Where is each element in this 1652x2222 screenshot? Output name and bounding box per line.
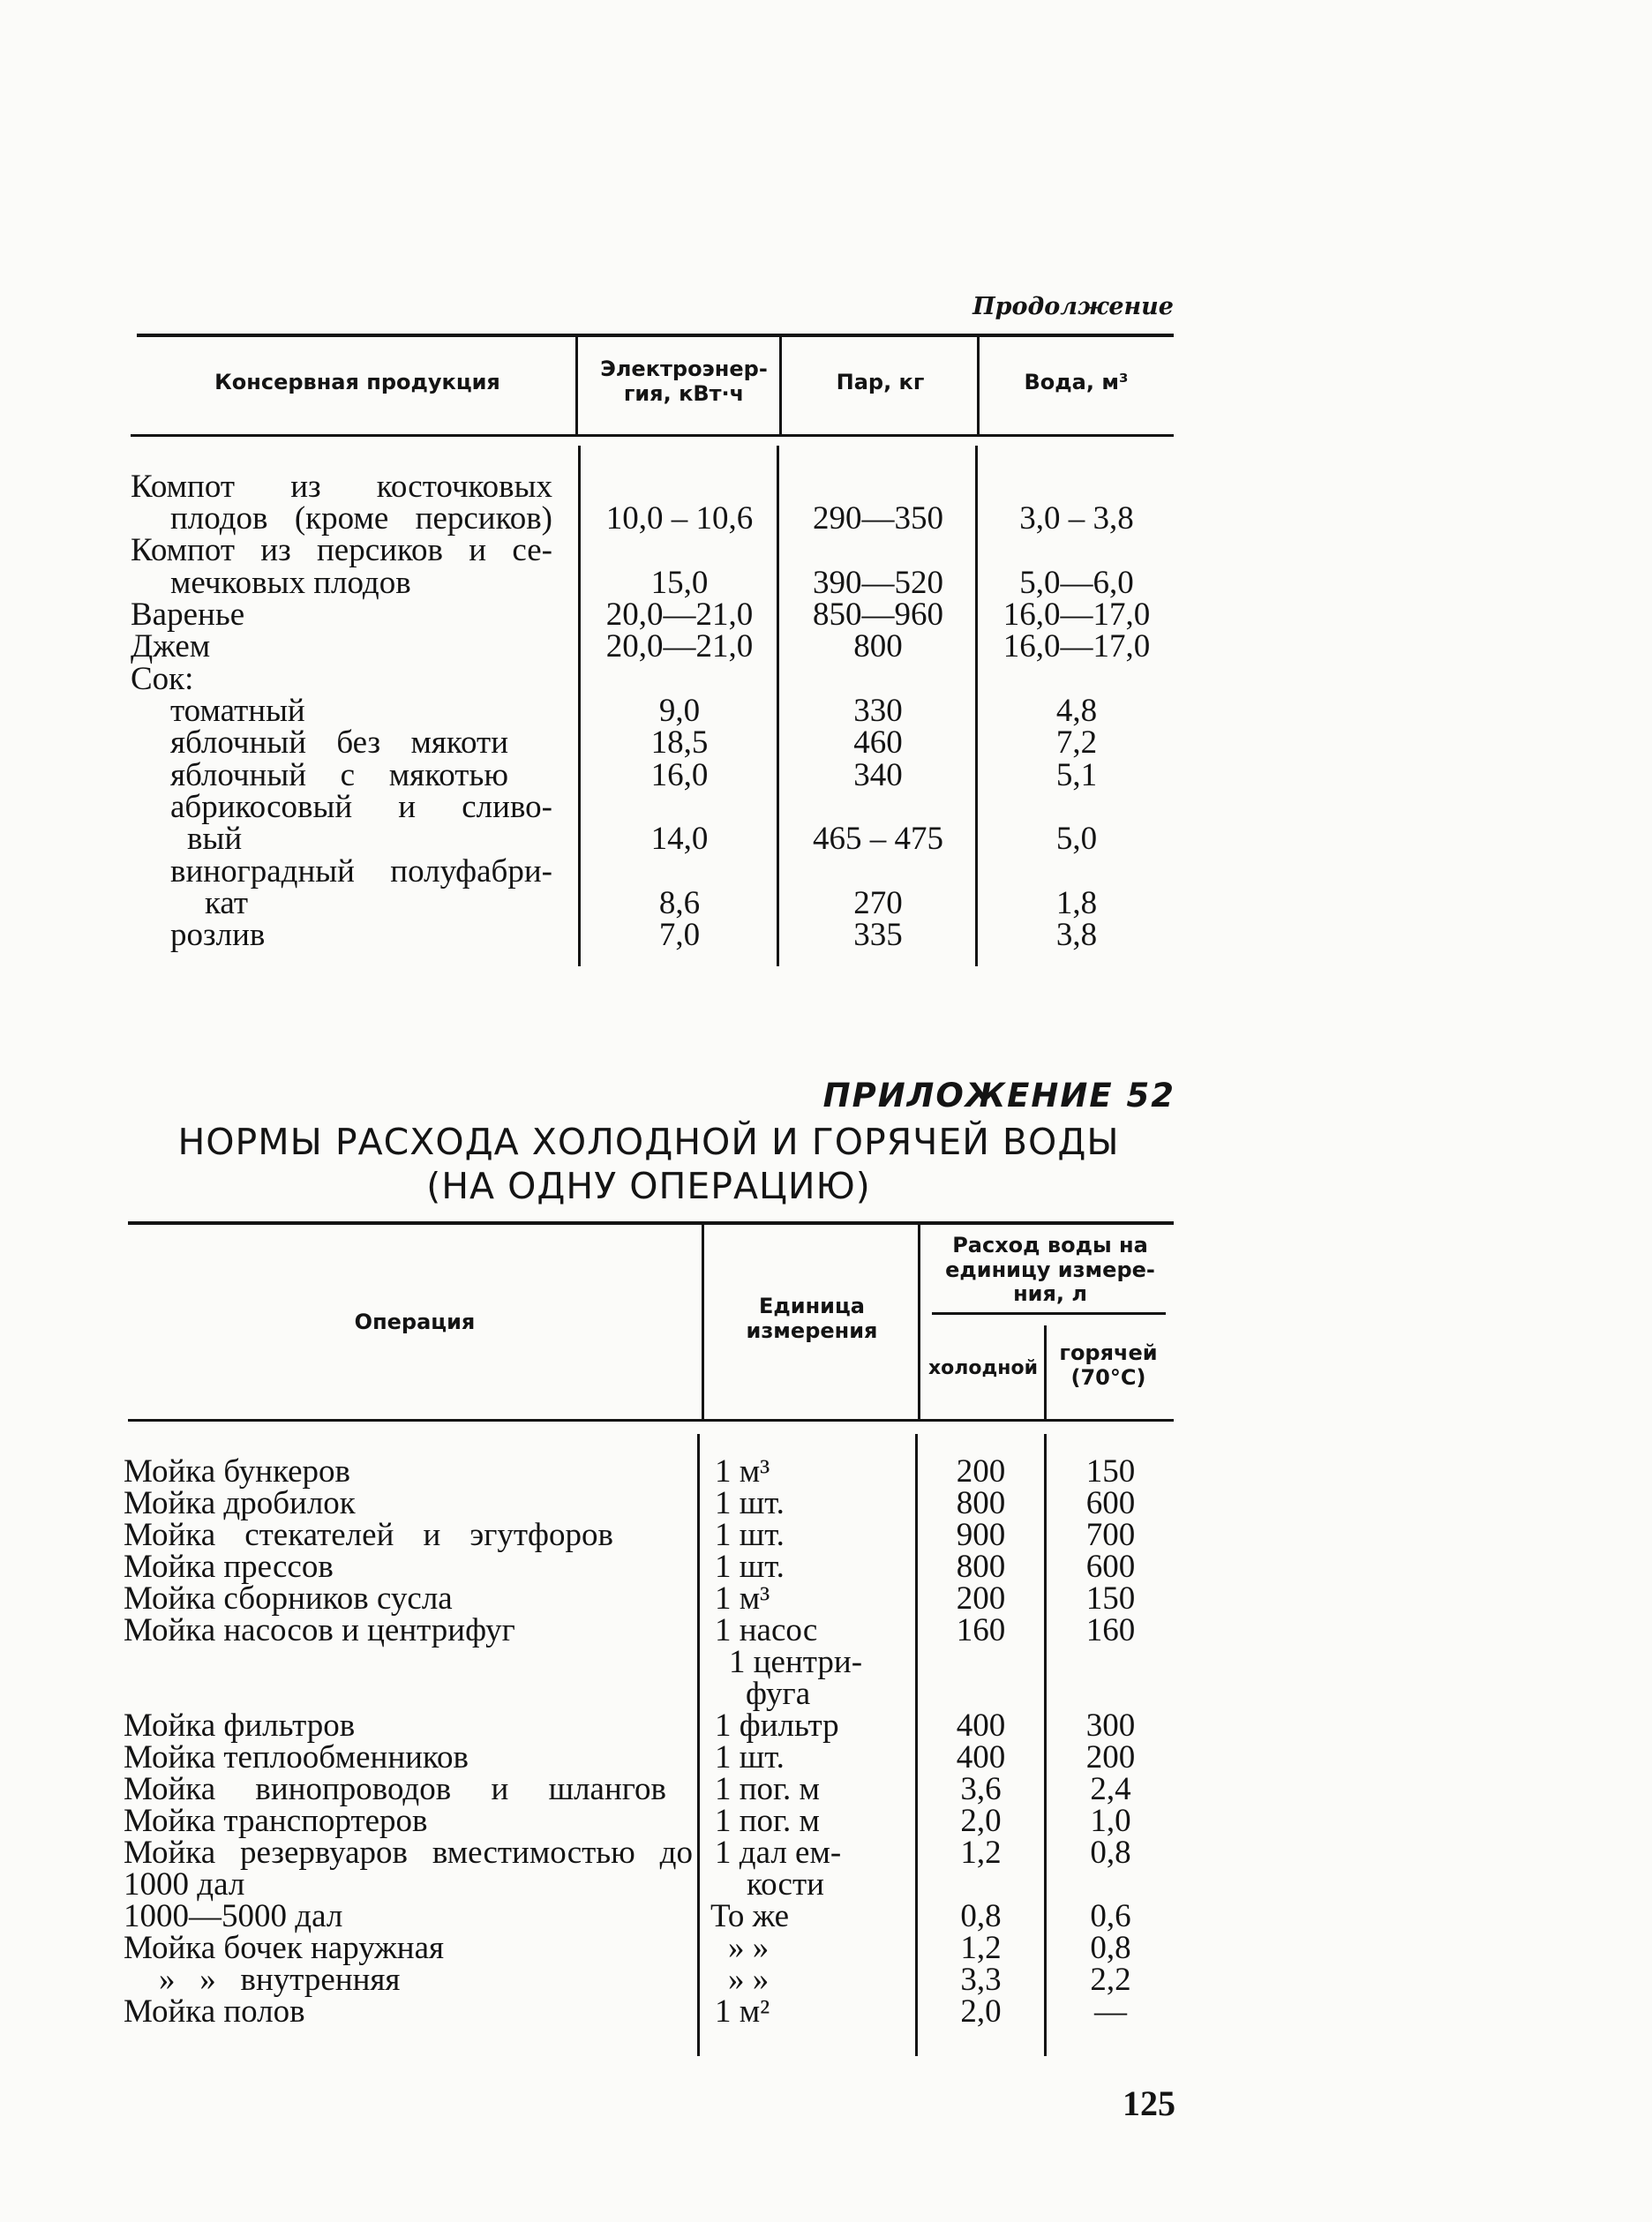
table1-cell-product: Джем — [131, 628, 211, 664]
table2-cell-unit: 1 м³ — [715, 1453, 770, 1490]
table2-cell-hot: 150 — [1085, 1580, 1136, 1617]
table1-cell-electricity: 20,0—21,0 — [605, 628, 754, 664]
table2-cell-operation: Мойка резервуаров вместимостью до — [124, 1835, 693, 1871]
table2-cell-cold: 900 — [956, 1517, 1006, 1553]
table1-header-water: Вода, м³ — [1024, 370, 1129, 394]
table1-cell-electricity: 14,0 — [650, 821, 709, 857]
table2-cell-unit: » » — [728, 1962, 770, 1998]
table2-cell-unit: 1 дал ем- — [715, 1835, 842, 1871]
table1-header-rule — [131, 434, 1174, 437]
table1-col-divider — [575, 337, 578, 434]
table2-cell-unit: фуга — [746, 1676, 811, 1712]
table1-cell-product: виноградный полуфабри- — [170, 853, 552, 890]
table1-cell-product: Компот из персиков и се- — [131, 532, 552, 568]
table2-cell-operation: Мойка винопроводов и шлангов — [124, 1771, 666, 1807]
table1-cell-steam: 270 — [853, 885, 903, 921]
table2-top-rule — [128, 1221, 1174, 1225]
table1-cell-water: 4,8 — [1055, 693, 1098, 729]
table2-cell-cold: 2,0 — [960, 1803, 1002, 1839]
table1-cell-product: абрикосовый и сливо- — [170, 789, 552, 825]
table1-cell-water: 7,2 — [1055, 724, 1098, 761]
table2-cell-unit: кости — [747, 1866, 824, 1903]
table2-cell-hot: 160 — [1085, 1612, 1136, 1648]
table2-cell-cold: 400 — [956, 1708, 1006, 1744]
table2-cell-hot: 2,2 — [1090, 1962, 1131, 1998]
table1-cell-water: 1,8 — [1055, 885, 1098, 921]
table1-cell-steam: 340 — [853, 757, 903, 793]
table2-cell-cold: 800 — [956, 1485, 1006, 1521]
table1-cell-water: 5,1 — [1055, 757, 1098, 793]
table1-cell-steam: 460 — [853, 724, 903, 761]
table2-col-divider — [1044, 1325, 1047, 1419]
table1-cell-steam: 335 — [853, 917, 903, 953]
table1-cell-product: мечковых плодов — [170, 565, 411, 601]
table1-cell-product: Сок: — [131, 661, 194, 697]
table2-cell-operation: 1000 дал — [124, 1866, 245, 1903]
table2-cell-hot: 0,8 — [1090, 1930, 1131, 1966]
table2-cell-cold: 1,2 — [960, 1930, 1002, 1966]
table1-cell-water: 5,0—6,0 — [1019, 565, 1134, 601]
table1-cell-steam: 390—520 — [813, 565, 943, 601]
table2-header-hot: горячей (70°С) — [1059, 1340, 1158, 1390]
table1-cell-electricity: 7,0 — [658, 917, 701, 953]
page-subtitle: (НА ОДНУ ОПЕРАЦИЮ) — [426, 1165, 871, 1207]
table2-cell-cold: 0,8 — [960, 1898, 1002, 1934]
table1-cell-steam: 800 — [853, 628, 903, 664]
table1-cell-electricity: 10,0 – 10,6 — [605, 500, 754, 537]
table2-cell-hot: 300 — [1085, 1708, 1136, 1744]
table1-cell-product: плодов (кроме персиков) — [170, 500, 552, 537]
page-title: НОРМЫ РАСХОДА ХОЛОДНОЙ И ГОРЯЧЕЙ ВОДЫ — [177, 1121, 1120, 1163]
table2-cell-cold: 800 — [956, 1549, 1006, 1585]
table2-cell-unit: 1 насос — [715, 1612, 818, 1648]
table1-cell-water: 3,8 — [1055, 917, 1098, 953]
table2-cell-unit: 1 шт. — [715, 1739, 785, 1775]
table2-cell-unit: 1 шт. — [715, 1517, 785, 1553]
table2-cell-unit: 1 шт. — [715, 1549, 785, 1585]
table2-cell-operation: » » внутренняя — [159, 1962, 401, 1998]
table1-cell-product: томатный — [170, 693, 305, 729]
table2-cell-hot: 0,8 — [1090, 1835, 1131, 1871]
table1-cell-steam: 850—960 — [813, 597, 943, 633]
table1-header-electricity: Электроэнер-гия, кВт·ч — [600, 357, 768, 406]
table2-subheader-rule — [932, 1312, 1166, 1315]
table1-cell-water: 5,0 — [1055, 821, 1098, 857]
table1-col-divider — [975, 446, 978, 966]
table1-cell-steam: 290—350 — [813, 500, 943, 537]
table2-cell-operation: Мойка насосов и центрифуг — [124, 1612, 515, 1648]
table2-col-divider — [702, 1225, 704, 1419]
table1-cell-electricity: 18,5 — [650, 724, 709, 761]
table2-cell-hot: 1,0 — [1090, 1803, 1131, 1839]
table1-cell-steam: 465 – 475 — [813, 821, 943, 857]
table1-cell-product: яблочный с мякотью — [170, 757, 508, 793]
table2-cell-cold: 3,3 — [960, 1962, 1002, 1998]
table2-cell-operation: Мойка бочек наружная — [124, 1930, 445, 1966]
table1-cell-electricity: 8,6 — [658, 885, 701, 921]
table2-cell-hot: 0,6 — [1090, 1898, 1131, 1934]
table2-cell-operation: Мойка бункеров — [124, 1453, 351, 1490]
table2-header-operation: Операция — [354, 1310, 476, 1334]
table1-cell-product: вый — [187, 821, 243, 857]
table2-cell-hot: 150 — [1085, 1453, 1136, 1490]
table2-cell-cold: 400 — [956, 1739, 1006, 1775]
table2-cell-operation: Мойка дробилок — [124, 1485, 356, 1521]
table1-cell-water: 16,0—17,0 — [1002, 628, 1151, 664]
table2-cell-cold: 200 — [956, 1580, 1006, 1617]
table2-cell-unit: » » — [728, 1930, 770, 1966]
table2-cell-cold: 200 — [956, 1453, 1006, 1490]
table2-cell-unit: 1 м² — [715, 1993, 770, 2030]
table2-cell-hot: 700 — [1085, 1517, 1136, 1553]
table2-header-unit: Единица измерения — [746, 1294, 878, 1343]
table2-cell-operation: Мойка прессов — [124, 1549, 334, 1585]
table2-cell-hot: — — [1094, 1993, 1127, 2030]
table2-cell-cold: 160 — [956, 1612, 1006, 1648]
table2-cell-cold: 1,2 — [960, 1835, 1002, 1871]
table1-col-divider — [578, 446, 581, 966]
table2-col-divider — [918, 1225, 920, 1419]
table2-cell-unit: 1 шт. — [715, 1485, 785, 1521]
table1-header-product: Консервная продукция — [214, 370, 500, 394]
table1-col-divider — [777, 446, 779, 966]
table1-header-steam: Пар, кг — [836, 370, 925, 394]
table2-cell-operation: Мойка сборников сусла — [124, 1580, 453, 1617]
table2-cell-unit: То же — [710, 1898, 790, 1934]
table1-cell-product: Варенье — [131, 597, 245, 633]
table2-cell-operation: Мойка стекателей и эгутфоров — [124, 1517, 613, 1553]
page-number: 125 — [1123, 2083, 1175, 2123]
appendix-label: ПРИЛОЖЕНИЕ 52 — [822, 1077, 1175, 1115]
table1-col-divider — [779, 337, 782, 434]
table1-cell-water: 16,0—17,0 — [1002, 597, 1151, 633]
table2-header-rule — [128, 1419, 1174, 1422]
table1-cell-electricity: 9,0 — [658, 693, 701, 729]
table2-header-consumption: Расход воды на единицу измере-ния, л — [945, 1233, 1155, 1307]
table1-cell-water: 3,0 – 3,8 — [1019, 500, 1134, 537]
table1-col-divider — [977, 337, 980, 434]
table2-cell-operation: Мойка транспортеров — [124, 1803, 428, 1839]
table2-cell-operation: Мойка полов — [124, 1993, 305, 2030]
table2-cell-operation: 1000—5000 дал — [124, 1898, 343, 1934]
table1-cell-product: кат — [205, 885, 249, 921]
table2-cell-hot: 600 — [1085, 1485, 1136, 1521]
table2-cell-unit: 1 м³ — [715, 1580, 770, 1617]
table2-col-divider — [697, 1434, 700, 2056]
table2-cell-hot: 200 — [1085, 1739, 1136, 1775]
table2-cell-operation: Мойка фильтров — [124, 1708, 356, 1744]
table1-top-rule — [137, 334, 1174, 337]
table2-cell-unit: 1 пог. м — [715, 1803, 820, 1839]
table2-cell-unit: 1 центри- — [729, 1644, 863, 1680]
table1-cell-product: Компот из косточковых — [131, 469, 552, 505]
table1-cell-electricity: 20,0—21,0 — [605, 597, 754, 633]
table2-cell-unit: 1 фильтр — [715, 1708, 839, 1744]
table1-cell-electricity: 15,0 — [650, 565, 709, 601]
table2-cell-hot: 2,4 — [1090, 1771, 1131, 1807]
table2-cell-cold: 2,0 — [960, 1993, 1002, 2030]
table2-header-cold: холодной — [927, 1357, 1039, 1379]
table1-cell-steam: 330 — [853, 693, 903, 729]
table2-cell-unit: 1 пог. м — [715, 1771, 820, 1807]
continuation-label: Продолжение — [972, 293, 1174, 320]
table1-cell-product: розлив — [170, 917, 266, 953]
table2-cell-hot: 600 — [1085, 1549, 1136, 1585]
table1-cell-product: яблочный без мякоти — [170, 724, 508, 761]
table2-cell-cold: 3,6 — [960, 1771, 1002, 1807]
table1-cell-electricity: 16,0 — [650, 757, 709, 793]
table2-cell-operation: Мойка теплообменников — [124, 1739, 469, 1775]
